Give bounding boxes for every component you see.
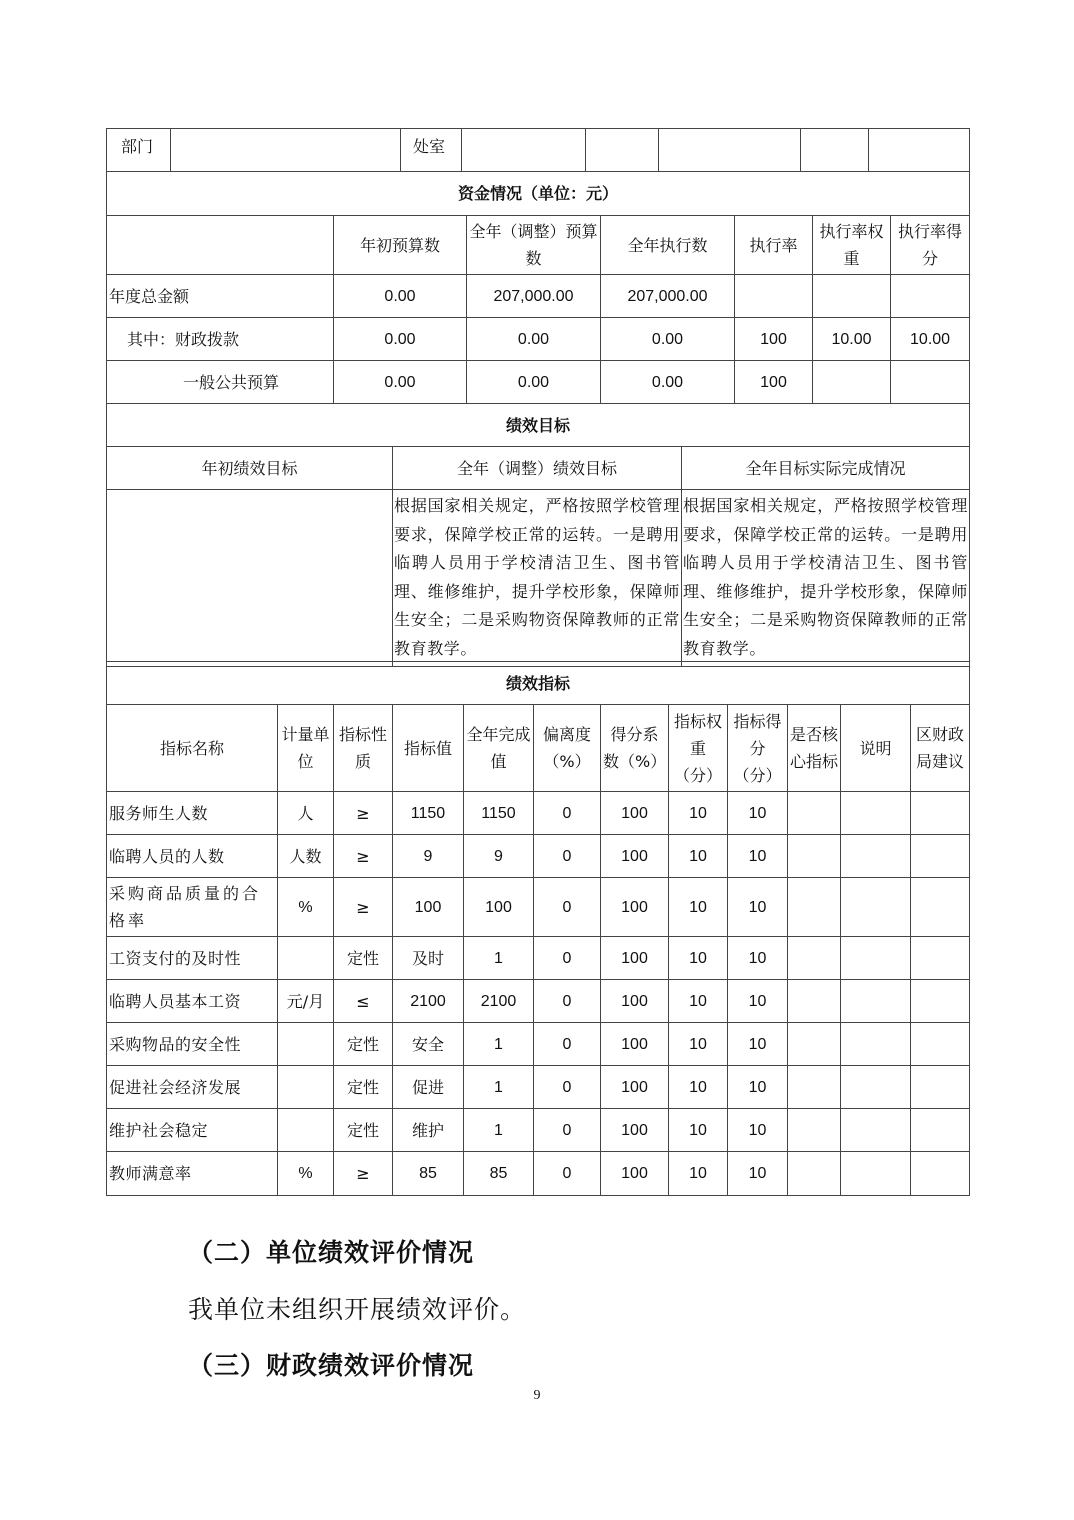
paragraph-unit-evaluation: 我单位未组织开展绩效评价。 [188,1295,527,1324]
funds-cell: 0.00 [467,361,601,404]
funds-cell [891,275,970,318]
funds-column-header: 全年（调整）预算数 [467,216,601,275]
indicator-name: 采购物品的安全性 [107,1023,278,1066]
indicator-cell: 10 [669,792,728,835]
funds-cell: 0.00 [334,275,467,318]
indicator-cell [788,980,841,1023]
indicator-cell [911,937,970,980]
indicator-cell [911,1152,970,1196]
dept-label: 部门 [107,129,171,172]
indicator-row [107,1152,970,1196]
indicator-column-header: 指标值 [393,705,464,792]
funds-column-header: 执行率得分 [891,216,970,275]
indicator-cell [788,1066,841,1109]
indicator-cell [278,1066,334,1109]
indicator-cell: 10 [669,1152,728,1196]
indicator-name: 临聘人员基本工资 [107,980,278,1023]
indicator-cell: 9 [464,835,534,878]
indicator-cell [911,1066,970,1109]
indicator-cell: 1150 [393,792,464,835]
indicator-cell [788,1152,841,1196]
indicator-cell [278,1109,334,1152]
funds-cell: 0.00 [601,361,735,404]
indicator-name: 维护社会稳定 [107,1109,278,1152]
indicator-cell: 人数 [278,835,334,878]
indicator-cell: 100 [601,1066,669,1109]
goal-initial [107,490,393,667]
indicator-row [107,1066,970,1109]
indicator-cell: 人 [278,792,334,835]
indicator-cell: 10 [728,878,788,937]
indicator-cell: 100 [601,1023,669,1066]
goal-adjusted: 根据国家相关规定，严格按照学校管理要求，保障学校正常的运转。一是聘用临聘人员用于学校清洁卫生、图书管理、维修维护，提升学校形象，保障师生安全；二是采购物资保障教师的正常教育教学。 [393,490,682,667]
indicator-cell: 100 [601,878,669,937]
indicator-cell: 100 [601,937,669,980]
indicator-cell: 0 [534,1152,601,1196]
indicator-cell [841,1152,911,1196]
indicator-cell [841,980,911,1023]
indicator-cell: 1 [464,937,534,980]
row-label: 其中：财政拨款 [107,318,334,361]
indicator-name: 服务师生人数 [107,792,278,835]
funds-cell: 0.00 [467,318,601,361]
indicator-row [107,1023,970,1066]
indicator-row [107,878,970,937]
indicator-cell: 10 [728,1066,788,1109]
funds-cell [735,275,813,318]
indicator-column-header: 说明 [841,705,911,792]
indicator-column-header: 偏离度（%） [534,705,601,792]
indicator-cell: 10 [728,1109,788,1152]
indicator-cell: 85 [393,1152,464,1196]
indicator-cell: 10 [728,792,788,835]
indicator-cell [788,792,841,835]
indicator-cell: 0 [534,1023,601,1066]
indicator-cell [911,878,970,937]
funds-row [107,275,970,318]
indicator-cell: ≥ [334,878,393,937]
indicator-name: 教师满意率 [107,1152,278,1196]
indicator-cell: ≥ [334,792,393,835]
indicator-cell: 2100 [464,980,534,1023]
indicator-cell: 10 [669,1023,728,1066]
indicator-cell [788,1023,841,1066]
indicator-cell: 0 [534,980,601,1023]
indicator-name: 工资支付的及时性 [107,937,278,980]
indicator-cell: 100 [601,792,669,835]
indicator-cell: 100 [393,878,464,937]
indicator-column-header: 指标得分（分） [728,705,788,792]
indicator-cell [841,1066,911,1109]
indicator-row [107,937,970,980]
funds-cell: 0.00 [601,318,735,361]
indicator-name: 促进社会经济发展 [107,1066,278,1109]
funds-column-header [107,216,334,275]
indicator-cell: 10 [669,835,728,878]
indicator-column-header: 全年完成值 [464,705,534,792]
indicator-cell: 0 [534,1066,601,1109]
goals-table [106,403,970,667]
heading-finance-evaluation: （三）财政绩效评价情况 [188,1351,475,1380]
indicator-cell [841,792,911,835]
indicator-column-header: 是否核心指标 [788,705,841,792]
indicator-cell [788,1109,841,1152]
indicator-cell: 0 [534,1109,601,1152]
indicator-cell: 9 [393,835,464,878]
indicator-cell: 定性 [334,1023,393,1066]
indicator-cell: 10 [728,980,788,1023]
indicators-title: 绩效指标 [107,662,970,705]
goals-col-initial: 年初绩效目标 [107,447,393,490]
indicator-cell: % [278,1152,334,1196]
indicator-cell: 10 [669,980,728,1023]
indicator-cell: 10 [669,937,728,980]
funds-cell: 10.00 [891,318,970,361]
goals-col-adjusted: 全年（调整）绩效目标 [393,447,682,490]
row-label: 一般公共预算 [107,361,334,404]
funds-column-header: 执行率 [735,216,813,275]
indicator-cell: 1150 [464,792,534,835]
page-number: 9 [533,1388,541,1403]
indicator-cell [841,878,911,937]
indicator-cell [788,878,841,937]
funds-cell: 207,000.00 [467,275,601,318]
goal-actual: 根据国家相关规定，严格按照学校管理要求，保障学校正常的运转。一是聘用临聘人员用于学校清洁卫生、图书管理、维修维护，提升学校形象，保障师生安全；二是采购物资保障教师的正常教育教学。 [682,490,970,667]
indicator-column-header: 计量单位 [278,705,334,792]
indicator-cell: 0 [534,792,601,835]
indicator-column-header: 指标权重（分） [669,705,728,792]
funds-row [107,361,970,404]
funds-cell [813,275,891,318]
funds-title: 资金情况（单位：元） [107,172,970,216]
indicator-cell: 10 [728,835,788,878]
indicator-cell: 85 [464,1152,534,1196]
funds-cell: 10.00 [813,318,891,361]
indicator-cell: 维护 [393,1109,464,1152]
funds-table [106,171,970,404]
indicator-cell: 10 [669,1066,728,1109]
indicator-cell [788,937,841,980]
indicator-cell: 100 [601,835,669,878]
indicator-cell: 定性 [334,1109,393,1152]
funds-cell: 0.00 [334,318,467,361]
indicator-cell: % [278,878,334,937]
indicator-cell: 及时 [393,937,464,980]
funds-cell [891,361,970,404]
indicator-cell: 10 [728,937,788,980]
office-label: 处室 [401,129,462,172]
indicator-row [107,980,970,1023]
indicator-cell: 10 [728,1023,788,1066]
indicator-cell [788,835,841,878]
funds-cell: 100 [735,361,813,404]
indicator-cell: 10 [669,878,728,937]
indicator-cell [911,792,970,835]
indicator-cell [911,1109,970,1152]
row-label: 年度总金额 [107,275,334,318]
indicator-cell [841,1109,911,1152]
header-table [106,128,970,172]
indicator-cell: 安全 [393,1023,464,1066]
indicator-cell: 100 [464,878,534,937]
indicator-cell: 0 [534,878,601,937]
indicator-cell: 促进 [393,1066,464,1109]
indicator-cell: 2100 [393,980,464,1023]
indicator-cell: 10 [728,1152,788,1196]
indicator-cell: 1 [464,1109,534,1152]
indicator-name: 临聘人员的人数 [107,835,278,878]
funds-row [107,318,970,361]
funds-column-header: 执行率权重 [813,216,891,275]
indicator-column-header: 区财政局建议 [911,705,970,792]
indicator-cell: 100 [601,1109,669,1152]
indicator-cell: 定性 [334,1066,393,1109]
funds-cell: 0.00 [334,361,467,404]
indicator-cell: ≤ [334,980,393,1023]
indicator-cell: 1 [464,1023,534,1066]
funds-cell [813,361,891,404]
indicator-cell: 1 [464,1066,534,1109]
indicator-cell: 100 [601,1152,669,1196]
indicator-cell: 定性 [334,937,393,980]
indicator-cell: 10 [669,1109,728,1152]
indicator-cell [841,1023,911,1066]
indicator-column-header: 指标名称 [107,705,278,792]
indicator-row [107,792,970,835]
indicator-cell: 0 [534,835,601,878]
funds-cell: 207,000.00 [601,275,735,318]
indicator-row [107,835,970,878]
funds-column-header: 全年执行数 [601,216,735,275]
indicator-cell [841,937,911,980]
funds-column-header: 年初预算数 [334,216,467,275]
indicator-cell: ≥ [334,1152,393,1196]
indicator-cell [911,980,970,1023]
heading-unit-evaluation: （二）单位绩效评价情况 [188,1238,475,1267]
indicator-cell: ≥ [334,835,393,878]
indicator-cell: 100 [601,980,669,1023]
goals-col-actual: 全年目标实际完成情况 [682,447,970,490]
indicator-cell: 0 [534,937,601,980]
funds-cell: 100 [735,318,813,361]
indicator-cell [278,937,334,980]
indicator-cell [278,1023,334,1066]
indicator-cell [841,835,911,878]
indicators-table [106,661,970,1196]
indicator-cell [911,835,970,878]
indicator-row [107,1109,970,1152]
indicator-column-header: 得分系数（%） [601,705,669,792]
indicator-name: 采购商品质量的合格率 [107,878,278,937]
indicator-cell: 元/月 [278,980,334,1023]
indicator-cell [911,1023,970,1066]
indicator-column-header: 指标性质 [334,705,393,792]
goals-title: 绩效目标 [107,404,970,447]
